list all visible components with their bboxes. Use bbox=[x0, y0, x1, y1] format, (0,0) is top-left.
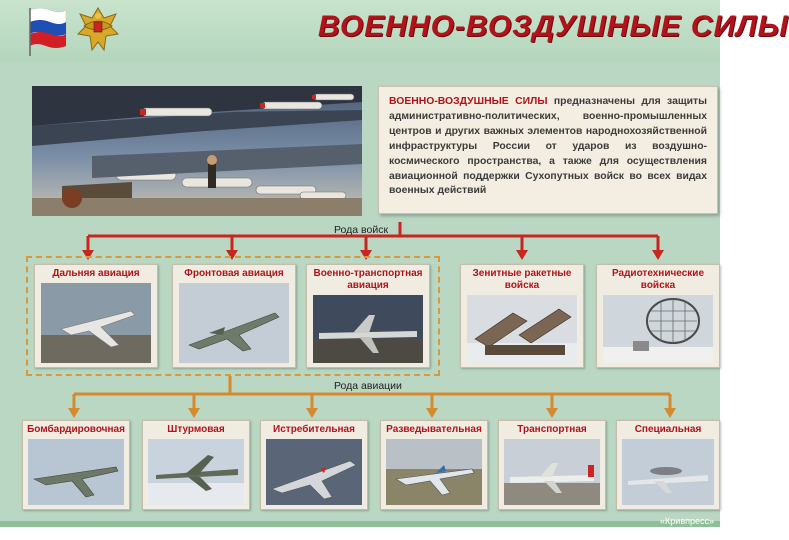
aviation-card-attack bbox=[142, 420, 250, 510]
troop-label: Фронтовая авиация bbox=[184, 268, 284, 279]
attack-aircraft-icon bbox=[148, 439, 244, 505]
aviation-label: Специальная bbox=[634, 424, 702, 435]
sam-launcher-icon bbox=[467, 295, 577, 363]
aviation-caption: Рода авиации bbox=[334, 380, 402, 392]
fighter-jet-icon bbox=[179, 283, 289, 363]
transport-plane-icon bbox=[313, 295, 423, 363]
troop-card-long-range bbox=[34, 264, 158, 368]
troop-label: Радиотехнические войска bbox=[611, 268, 705, 291]
aviation-label: Истребительная bbox=[273, 424, 355, 435]
interceptor-icon bbox=[266, 439, 362, 505]
bomber-jet-icon bbox=[28, 439, 124, 505]
troop-card-radar bbox=[596, 264, 720, 368]
troop-label: Зенитные ракетные войска bbox=[472, 268, 572, 291]
aviation-card-fighter bbox=[260, 420, 368, 510]
page-title: ВОЕННО-ВОЗДУШНЫЕ СИЛЫ bbox=[318, 10, 789, 43]
aviation-label: Штурмовая bbox=[167, 424, 225, 435]
aviation-label: Бомбардировочная bbox=[27, 424, 125, 435]
recon-jet-icon bbox=[386, 439, 482, 505]
awacs-aircraft-icon bbox=[622, 439, 714, 505]
description-body: предназначены для защиты административно-политических, военно-промышленных центров и других важных элементов народнохозяйственной инфраструктуры России от ударов из воздушно-космического пространства, а также для осуществления авиационной поддержки Сухопутных войск во всех видах военных действий bbox=[389, 96, 707, 197]
troops-caption: Рода войск bbox=[334, 224, 389, 236]
aviation-label: Транспортная bbox=[517, 424, 587, 435]
aviation-label: Разведывательная bbox=[386, 424, 482, 435]
description-lead: ВОЕННО-ВОЗДУШНЫЕ СИЛЫ bbox=[389, 96, 548, 107]
troop-card-frontline bbox=[172, 264, 296, 368]
troop-label: Военно-транспортная авиация bbox=[313, 268, 423, 291]
radar-dish-icon bbox=[603, 295, 713, 363]
aviation-card-recon bbox=[380, 420, 488, 510]
transport-aircraft-icon bbox=[504, 439, 600, 505]
publisher-credit: «Кривпресс» bbox=[660, 516, 714, 526]
aviation-card-special bbox=[616, 420, 720, 510]
troop-card-transport bbox=[306, 264, 430, 368]
troop-card-sam bbox=[460, 264, 584, 368]
aviation-card-bomber bbox=[22, 420, 130, 510]
troop-label: Дальняя авиация bbox=[52, 268, 140, 279]
footer bbox=[0, 527, 720, 540]
long-range-bomber-icon bbox=[41, 283, 151, 363]
aviation-card-transport bbox=[498, 420, 606, 510]
